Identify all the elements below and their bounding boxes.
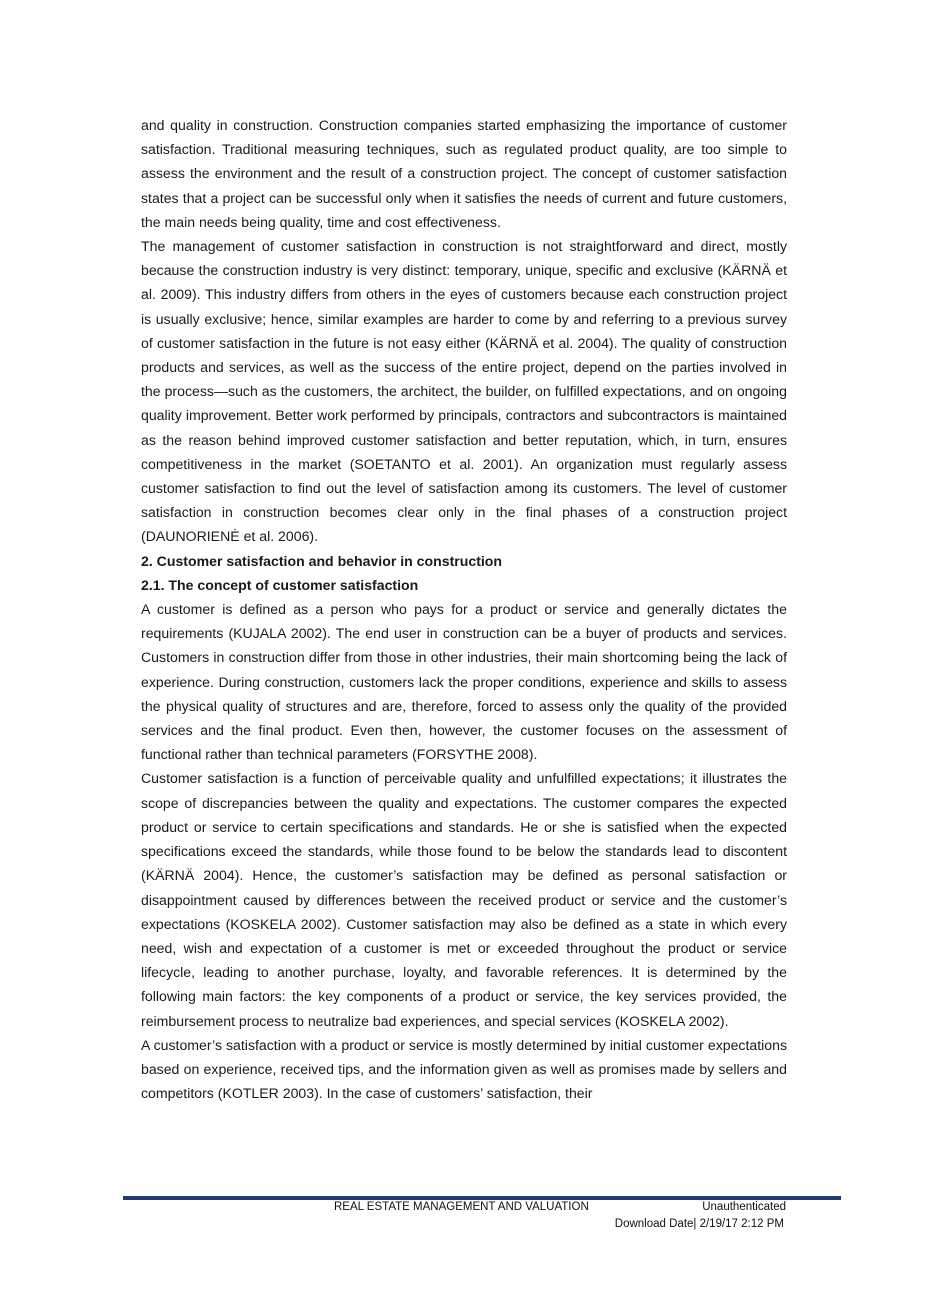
page-body	[141, 113, 787, 1105]
paragraph-satisfaction-function: Customer satisfaction is a function of perceivable quality and unfulfilled expectations; it illustrates the scope of discrepancies between the quality and expectations. The customer compares the expected product or service to certain specifications and standards. He or she is satisfied when the expected specifications exceed the standards, while those found to be below the standards lead to discontent (KÄRNÄ 2004). Hence, the customer’s satisfaction may be defined as personal satisfaction or disappointment caused by differences between the received product or service and the customer’s expectations (KOSKELA 2002). Customer satisfaction may also be defined as a state in which every need, wish and expectation of a customer is met or exceeded throughout the product or service lifecycle, leading to another purchase, loyalty, and favorable references. It is determined by the following main factors: the key components of a product or service, the key services provided, the reimbursement process to neutralize bad experiences, and special services (KOSKELA 2002).	[141, 770, 787, 1029]
paragraph-customer-definition: A customer is defined as a person who pays for a product or service and generally dictates the requirements (KUJALA 2002). The end user in construction can be a buyer of products and services. Customers in construction differ from those in other industries, their main shortcoming being the lack of experience. During construction, customers lack the proper conditions, experience and skills to assess the physical quality of structures and are, therefore, forced to assess only the quality of the provided services and the final product. Even then, however, the customer focuses on the assessment of functional rather than technical parameters (FORSYTHE 2008).	[141, 601, 787, 763]
paragraph-expectations: A customer’s satisfaction with a product or service is mostly determined by initial customer expectations based on experience, received tips, and the information given as well as promises made by sellers and competitors (KOTLER 2003). In the case of customers’ satisfaction, their	[141, 1036, 787, 1102]
footer-journal-title: REAL ESTATE MANAGEMENT AND VALUATION	[334, 1201, 589, 1213]
footer-auth-status: Unauthenticated	[702, 1201, 786, 1213]
section-heading: 2. Customer satisfaction and behavior in construction	[141, 552, 503, 569]
paragraph-satisfaction-management: The management of customer satisfaction in construction is not straightforward and direct, mostly because the construction industry is very distinct: temporary, unique, specific and exclusive (KÄRNÄ et al. 2009). This industry differs from others in the eyes of customers because each construction project is usually exclusive; hence, similar examples are harder to come by and referring to a previous survey of customer satisfaction in the future is not easy either (KÄRNÄ et al. 2004). The quality of construction products and services, as well as the success of the entire project, depend on the parties involved in the process—such as the customers, the architect, the builder, on fulfilled expectations, and on ongoing quality improvement. Better work performed by principals, contractors and subcontractors is maintained as the reason behind improved customer satisfaction and better reputation, which, in turn, ensures competitiveness in the market (SOETANTO et al. 2001). An organization must regularly assess customer satisfaction to find out the level of satisfaction among its customers. The level of customer satisfaction in construction becomes clear only in the final phases of a construction project (DAUNORIENĖ et al. 2006).	[141, 238, 787, 545]
subsection-heading: 2.1. The concept of customer satisfaction	[141, 576, 419, 593]
footer-download-date: Download Date| 2/19/17 2:12 PM	[614, 1218, 784, 1230]
paragraph-quality-intro: and quality in construction. Construction companies started emphasizing the importance of customer satisfaction. Traditional measuring techniques, such as regulated product quality, are too simple to assess the environment and the result of a construction project. The concept of customer satisfaction states that a project can be successful only when it satisfies the needs of current and future customers, the main needs being quality, time and cost effectiveness.	[141, 117, 787, 230]
